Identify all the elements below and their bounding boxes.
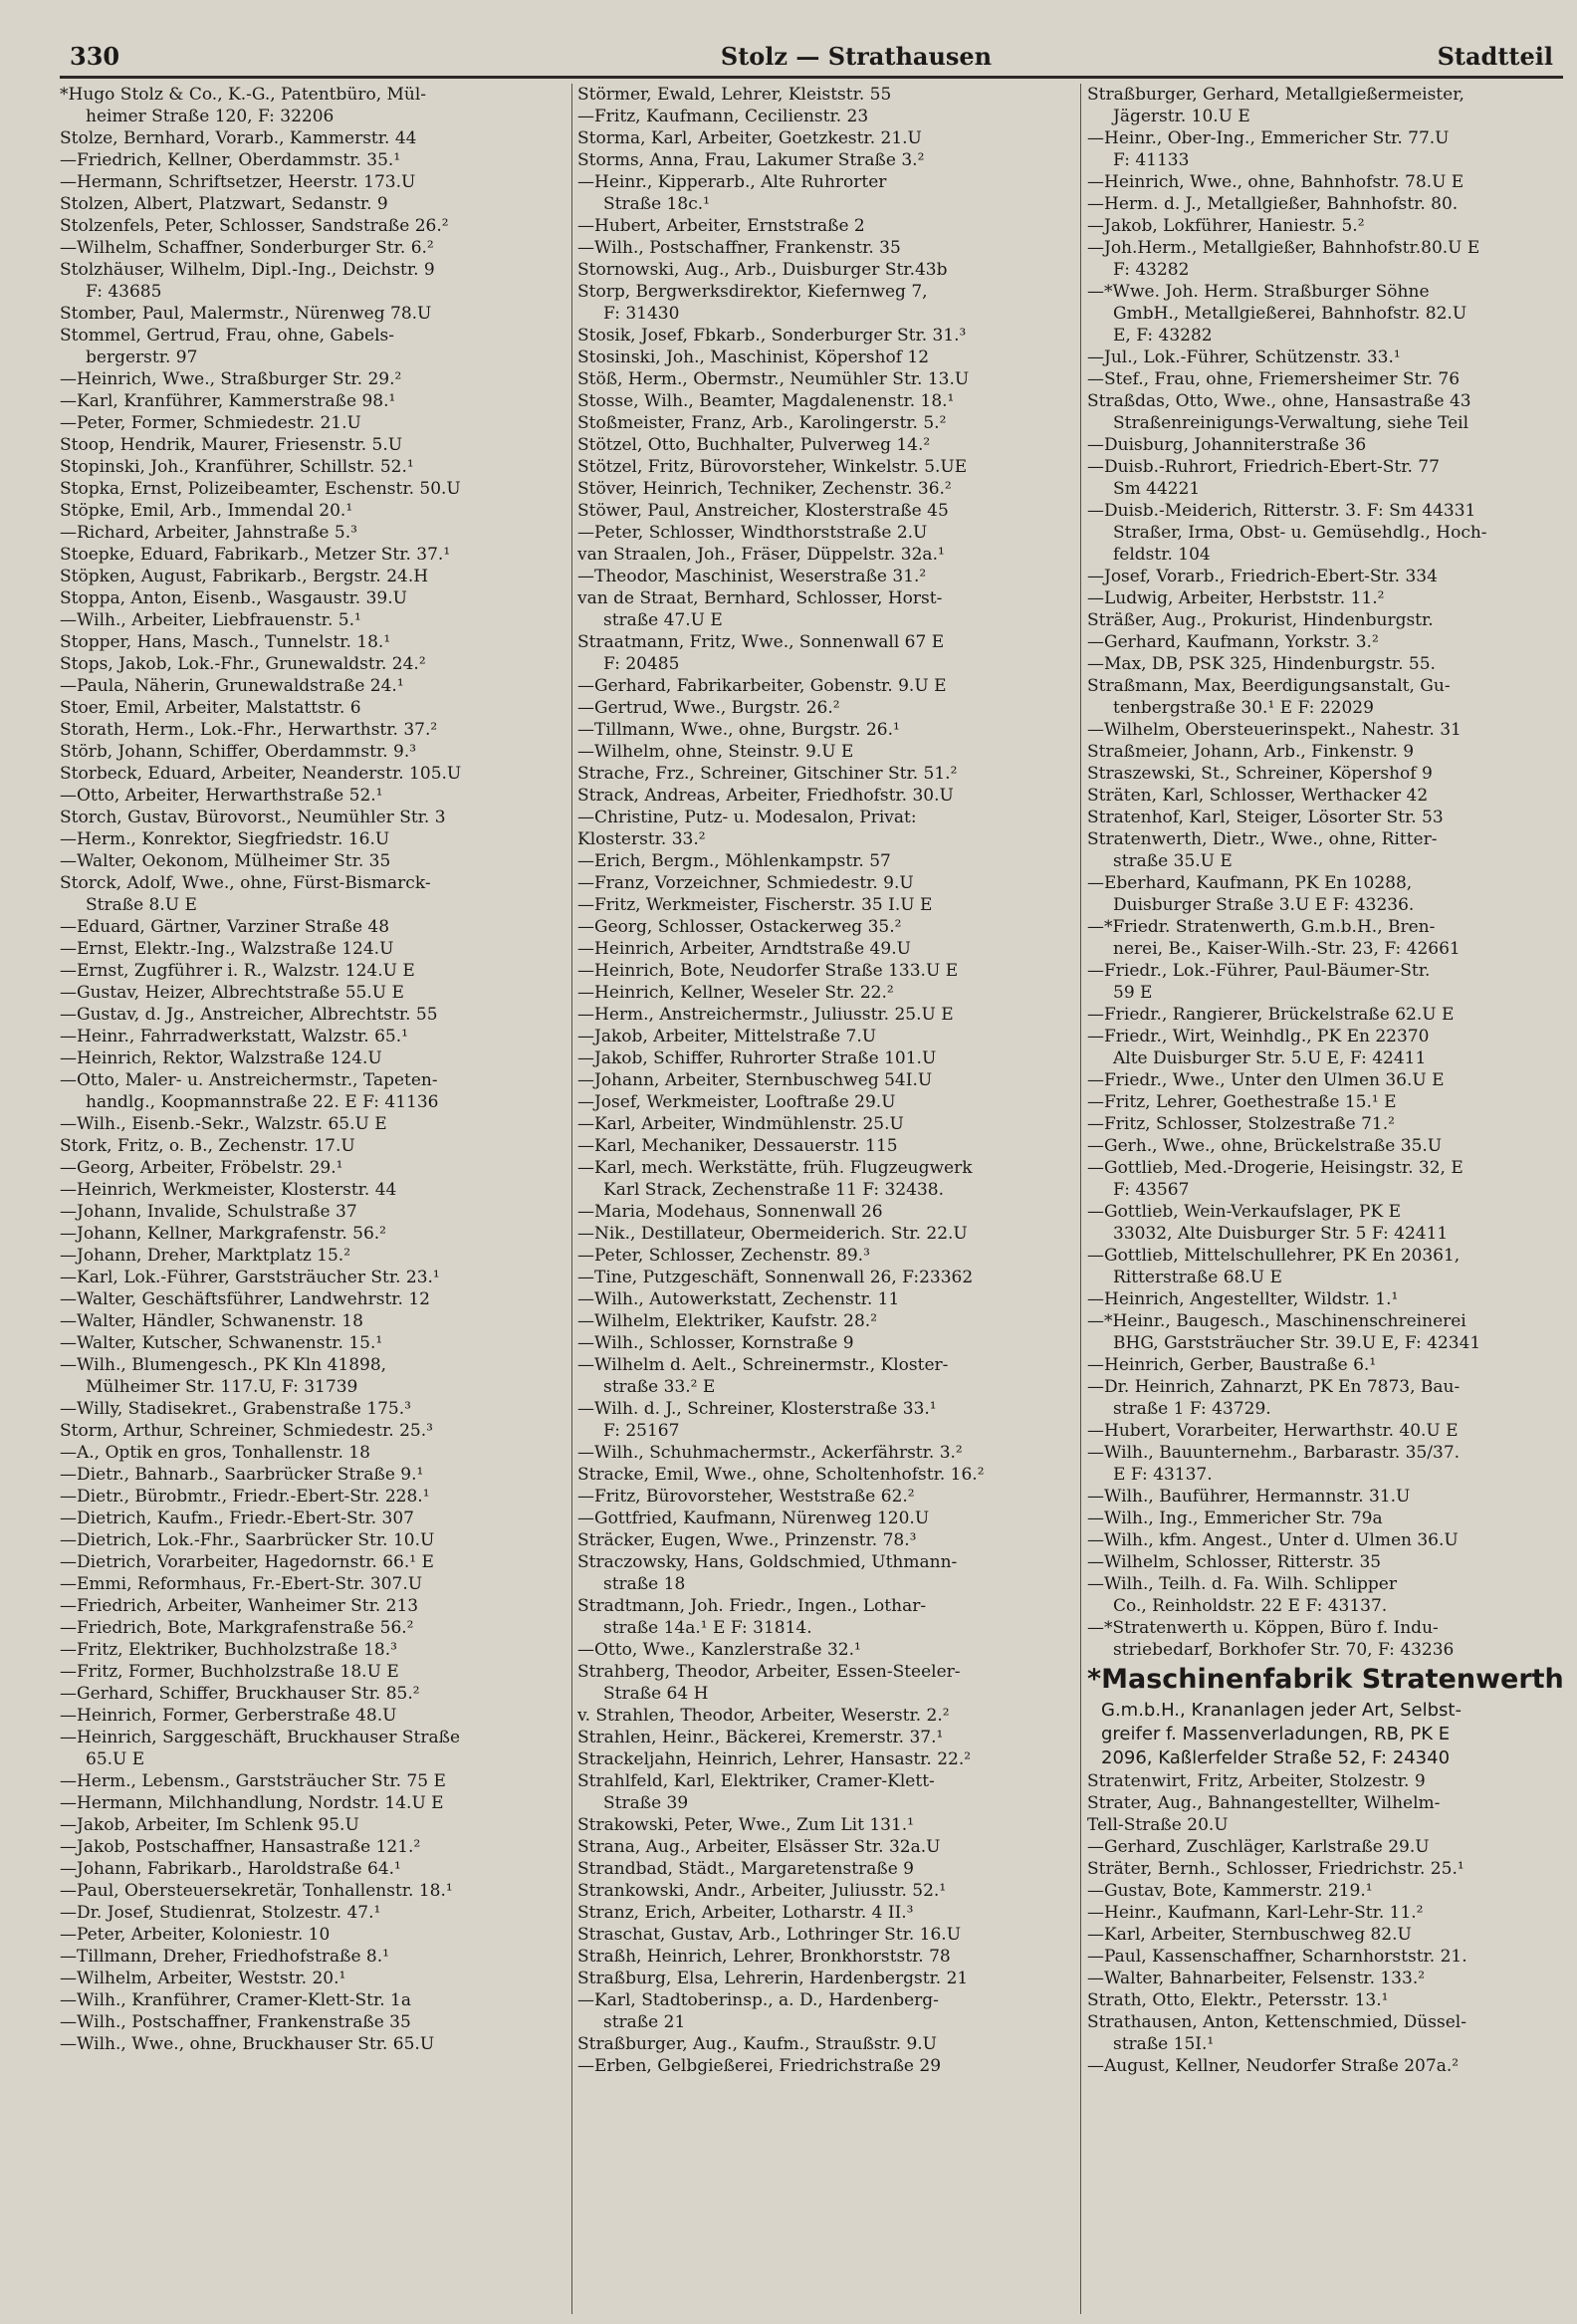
directory-entry: straße 1 F: 43729. bbox=[1113, 1399, 1271, 1419]
directory-entry: —Ludwig, Arbeiter, Herbststr. 11.² bbox=[1087, 588, 1385, 608]
directory-entry: Sträter, Bernh., Schlosser, Friedrichstr. 25.¹ bbox=[1087, 1859, 1464, 1879]
directory-entry: Stoepke, Eduard, Fabrikarb., Metzer Str. 37.¹ bbox=[60, 545, 451, 565]
directory-entry: —Wilh., Schuhmachermstr., Ackerfährstr. 3.² bbox=[577, 1443, 963, 1463]
directory-entry: Stöpke, Emil, Arb., Immendal 20.¹ bbox=[60, 501, 353, 521]
directory-entry: —August, Kellner, Neudorfer Straße 207a.² bbox=[1087, 2056, 1460, 2076]
directory-entry: —Wilh., Bauunternehm., Barbarastr. 35/37. bbox=[1087, 1443, 1461, 1463]
directory-entry: —Nik., Destillateur, Obermeiderich. Str. 22.U bbox=[577, 1224, 968, 1244]
directory-entry: GmbH., Metallgießerei, Bahnhofstr. 82.U bbox=[1113, 304, 1467, 324]
directory-entry: —Josef, Vorarb., Friedrich-Ebert-Str. 334 bbox=[1087, 567, 1438, 586]
directory-entry: —Heinrich, Wwe., ohne, Bahnhofstr. 78.U E bbox=[1087, 172, 1464, 192]
directory-entry: Stradtmann, Joh. Friedr., Ingen., Lothar- bbox=[577, 1596, 927, 1616]
directory-entry: —Gottlieb, Med.-Drogerie, Heisingstr. 32, E bbox=[1087, 1158, 1464, 1178]
directory-entry: —Christine, Putz- u. Modesalon, Privat: bbox=[577, 808, 917, 827]
directory-entry: Strandbad, Städt., Margaretenstraße 9 bbox=[577, 1859, 914, 1879]
directory-entry: —Otto, Arbeiter, Herwarthstraße 52.¹ bbox=[60, 786, 383, 806]
directory-entry: 65.U E bbox=[86, 1749, 145, 1769]
directory-entry: —Wilh., Autowerkstatt, Zechenstr. 11 bbox=[577, 1289, 900, 1309]
directory-entry: Stracke, Emil, Wwe., ohne, Scholtenhofstr. 16.² bbox=[577, 1465, 985, 1485]
directory-entry: —Wilh., Blumengesch., PK Kln 41898, bbox=[60, 1355, 387, 1375]
directory-entry: heimer Straße 120, F: 32206 bbox=[86, 107, 335, 126]
directory-entry: Straszewski, St., Schreiner, Köpershof 9 bbox=[1087, 764, 1433, 784]
directory-entry: Straße 8.U E bbox=[86, 895, 197, 915]
directory-entry: —Jakob, Arbeiter, Mittelstraße 7.U bbox=[577, 1027, 877, 1046]
directory-entry: Stöß, Herm., Obermstr., Neumühler Str. 13.U bbox=[577, 369, 970, 389]
directory-entry: Stöwer, Paul, Anstreicher, Klosterstraße 45 bbox=[577, 501, 949, 521]
directory-entry: —Friedr., Rangierer, Brückelstraße 62.U E bbox=[1087, 1005, 1455, 1025]
directory-entry: —Karl, Lok.-Führer, Garststräucher Str. 23.¹ bbox=[60, 1268, 440, 1287]
directory-entry: —*Wwe. Joh. Herm. Straßburger Söhne bbox=[1087, 282, 1430, 302]
directory-entry: straße 33.² E bbox=[603, 1377, 716, 1397]
directory-entry: —Dietr., Bahnarb., Saarbrücker Straße 9.¹ bbox=[60, 1465, 424, 1485]
directory-entry: Stomber, Paul, Malermstr., Nürenweg 78.U bbox=[60, 304, 432, 324]
directory-entry: —Heinr., Kaufmann, Karl-Lehr-Str. 11.² bbox=[1087, 1903, 1424, 1923]
directory-entry: —Maria, Modehaus, Sonnenwall 26 bbox=[577, 1202, 883, 1222]
directory-entry: —Herm., Anstreichermstr., Juliusstr. 25.U E bbox=[577, 1005, 954, 1025]
directory-entry: Straßh, Heinrich, Lehrer, Bronkhorststr. 78 bbox=[577, 1947, 951, 1967]
directory-entry: Straßburger, Aug., Kaufm., Straußstr. 9.U bbox=[577, 2034, 938, 2054]
directory-entry: straße 35.U E bbox=[1113, 851, 1233, 871]
directory-entry: Straßdas, Otto, Wwe., ohne, Hansastraße 43 bbox=[1087, 391, 1471, 411]
directory-entry: —Johann, Kellner, Markgrafenstr. 56.² bbox=[60, 1224, 386, 1244]
directory-entry: —Richard, Arbeiter, Jahnstraße 5.³ bbox=[60, 523, 357, 543]
directory-entry: Stopinski, Joh., Kranführer, Schillstr. 52.¹ bbox=[60, 457, 414, 477]
directory-entry: Stoppa, Anton, Eisenb., Wasgaustr. 39.U bbox=[60, 588, 407, 608]
running-title: Stolz — Strathausen bbox=[720, 42, 993, 71]
directory-entry: Storch, Gustav, Bürovorst., Neumühler Str. 3 bbox=[60, 808, 446, 827]
directory-entry: Stork, Fritz, o. B., Zechenstr. 17.U bbox=[60, 1136, 355, 1156]
directory-entry: Duisburger Straße 3.U E F: 43236. bbox=[1113, 895, 1415, 915]
directory-entry: Storms, Anna, Frau, Lakumer Straße 3.² bbox=[577, 150, 925, 170]
directory-entry: Strahlen, Heinr., Bäckerei, Kremerstr. 37.¹ bbox=[577, 1728, 944, 1747]
directory-entry: —Walter, Geschäftsführer, Landwehrstr. 12 bbox=[60, 1289, 430, 1309]
column-divider bbox=[571, 84, 572, 2314]
directory-entry: —Johann, Invalide, Schulstraße 37 bbox=[60, 1202, 357, 1222]
directory-entry: Strahlfeld, Karl, Elektriker, Cramer-Klett- bbox=[577, 1771, 935, 1791]
directory-entry: —Erben, Gelbgießerei, Friedrichstraße 29 bbox=[577, 2056, 942, 2076]
directory-entry: straße 21 bbox=[603, 2012, 686, 2032]
directory-entry: —Walter, Kutscher, Schwanenstr. 15.¹ bbox=[60, 1333, 383, 1353]
directory-entry: Stopka, Ernst, Polizeibeamter, Eschenstr. 50.U bbox=[60, 479, 461, 499]
directory-entry: Alte Duisburger Str. 5.U E, F: 42411 bbox=[1113, 1048, 1427, 1068]
directory-entry: —Herm., Lebensm., Garststräucher Str. 75 E bbox=[60, 1771, 446, 1791]
directory-entry: —Fritz, Schlosser, Stolzestraße 71.² bbox=[1087, 1114, 1395, 1134]
directory-entry: Strath, Otto, Elektr., Petersstr. 13.¹ bbox=[1087, 1990, 1389, 2010]
directory-column-2 bbox=[577, 84, 1073, 2314]
directory-entry: —Karl, mech. Werkstätte, früh. Flugzeugwerk bbox=[577, 1158, 973, 1178]
directory-entry: —Heinrich, Wwe., Straßburger Str. 29.² bbox=[60, 369, 402, 389]
directory-entry: —Emmi, Reformhaus, Fr.-Ebert-Str. 307.U bbox=[60, 1574, 423, 1594]
directory-entry: Storm, Arthur, Schreiner, Schmiedestr. 25.³ bbox=[60, 1421, 433, 1441]
directory-entry: —Wilhelm d. Aelt., Schreinermstr., Kloster- bbox=[577, 1355, 949, 1375]
directory-entry: —Jakob, Lokführer, Haniestr. 5.² bbox=[1087, 216, 1365, 236]
section-label: Stadtteil bbox=[1437, 42, 1553, 71]
directory-entry: Stratenhof, Karl, Steiger, Lösorter Str. 53 bbox=[1087, 808, 1444, 827]
directory-entry: —Heinrich, Bote, Neudorfer Straße 133.U E bbox=[577, 961, 959, 981]
directory-entry: Straßer, Irma, Obst- u. Gemüsehdlg., Hoch- bbox=[1113, 523, 1487, 543]
directory-entry: —Gustav, d. Jg., Anstreicher, Albrechtstr. 55 bbox=[60, 1005, 438, 1025]
directory-entry: —Walter, Bahnarbeiter, Felsenstr. 133.² bbox=[1087, 1969, 1426, 1988]
directory-entry: Ritterstraße 68.U E bbox=[1113, 1268, 1282, 1287]
directory-entry: —Stef., Frau, ohne, Friemersheimer Str. 76 bbox=[1087, 369, 1461, 389]
directory-entry: —Karl, Kranführer, Kammerstraße 98.¹ bbox=[60, 391, 396, 411]
directory-entry: —Wilh., Postschaffner, Frankenstr. 35 bbox=[577, 238, 901, 258]
directory-entry: greifer f. Massenverladungen, RB, PK E bbox=[1101, 1724, 1451, 1744]
directory-entry: Stötzel, Otto, Buchhalter, Pulverweg 14.² bbox=[577, 435, 931, 455]
directory-entry: Klosterstr. 33.² bbox=[577, 829, 706, 849]
directory-entry: Co., Reinholdstr. 22 E F: 43137. bbox=[1113, 1596, 1388, 1616]
directory-entry: —Tillmann, Wwe., ohne, Burgstr. 26.¹ bbox=[577, 720, 900, 740]
directory-entry: F: 20485 bbox=[603, 654, 680, 674]
directory-entry: F: 43282 bbox=[1113, 260, 1190, 280]
column-divider bbox=[1080, 84, 1081, 2314]
directory-entry: —Dietrich, Vorarbeiter, Hagedornstr. 66.¹ E bbox=[60, 1552, 434, 1572]
directory-entry: —Dr. Josef, Studienrat, Stolzestr. 47.¹ bbox=[60, 1903, 381, 1923]
directory-entry: —Wilh., Ing., Emmericher Str. 79a bbox=[1087, 1509, 1383, 1528]
directory-entry: bergerstr. 97 bbox=[86, 348, 198, 367]
directory-entry: —Wilhelm, Schlosser, Ritterstr. 35 bbox=[1087, 1552, 1382, 1572]
directory-entry: —Duisb.-Meiderich, Ritterstr. 3. F: Sm 44331 bbox=[1087, 501, 1476, 521]
directory-entry: Straßmann, Max, Beerdigungsanstalt, Gu- bbox=[1087, 676, 1451, 696]
directory-entry: Stöver, Heinrich, Techniker, Zechenstr. 36.² bbox=[577, 479, 952, 499]
directory-entry: v. Strahlen, Theodor, Arbeiter, Weserstr. 2.² bbox=[577, 1706, 950, 1726]
directory-entry: —Peter, Schlosser, Windthorststraße 2.U bbox=[577, 523, 928, 543]
directory-entry: Straczowsky, Hans, Goldschmied, Uthmann- bbox=[577, 1552, 958, 1572]
directory-entry: —Walter, Händler, Schwanenstr. 18 bbox=[60, 1311, 363, 1331]
directory-entry: Storma, Karl, Arbeiter, Goetzkestr. 21.U bbox=[577, 128, 922, 148]
directory-column-3 bbox=[1087, 84, 1567, 2314]
directory-entry: handlg., Koopmannstraße 22. E F: 41136 bbox=[86, 1092, 439, 1112]
directory-entry: Strakowski, Peter, Wwe., Zum Lit 131.¹ bbox=[577, 1815, 914, 1835]
directory-entry: Straschat, Gustav, Arb., Lothringer Str. 16.U bbox=[577, 1925, 962, 1945]
directory-entry: —Fritz, Bürovorsteher, Weststraße 62.² bbox=[577, 1487, 915, 1507]
directory-entry: —Heinr., Fahrradwerkstatt, Walzstr. 65.¹ bbox=[60, 1027, 408, 1046]
directory-entry: —Wilh. d. J., Schreiner, Klosterstraße 33.¹ bbox=[577, 1399, 937, 1419]
directory-entry: 59 E bbox=[1113, 983, 1153, 1003]
directory-entry: Storp, Bergwerksdirektor, Kiefernweg 7, bbox=[577, 282, 928, 302]
directory-entry: —Wilhelm, Arbeiter, Weststr. 20.¹ bbox=[60, 1969, 346, 1988]
directory-entry: —Wilh., Teilh. d. Fa. Wilh. Schlipper bbox=[1087, 1574, 1397, 1594]
directory-entry: F: 41133 bbox=[1113, 150, 1190, 170]
directory-entry: —Johann, Dreher, Marktplatz 15.² bbox=[60, 1246, 351, 1266]
directory-entry: —Heinr., Kipperarb., Alte Ruhrorter bbox=[577, 172, 887, 192]
directory-entry: Stops, Jakob, Lok.-Fhr., Grunewaldstr. 24.² bbox=[60, 654, 426, 674]
directory-entry: striebedarf, Borkhofer Str. 70, F: 43236 bbox=[1113, 1640, 1455, 1660]
directory-entry: Stolzenfels, Peter, Schlosser, Sandstraße 26.² bbox=[60, 216, 449, 236]
directory-entry: Stolze, Bernhard, Vorarb., Kammerstr. 44 bbox=[60, 128, 417, 148]
directory-entry: Störmer, Ewald, Lehrer, Kleiststr. 55 bbox=[577, 85, 892, 105]
directory-entry: Stötzel, Fritz, Bürovorsteher, Winkelstr. 5.UE bbox=[577, 457, 968, 477]
directory-entry: —Willy, Stadisekret., Grabenstraße 175.³ bbox=[60, 1399, 411, 1419]
directory-entry: —Eduard, Gärtner, Varziner Straße 48 bbox=[60, 917, 390, 937]
directory-entry: —Karl, Arbeiter, Sternbuschweg 82.U bbox=[1087, 1925, 1412, 1945]
directory-entry: —Fritz, Werkmeister, Fischerstr. 35 I.U E bbox=[577, 895, 933, 915]
directory-entry: Stratenwerth, Dietr., Wwe., ohne, Ritter- bbox=[1087, 829, 1438, 849]
directory-entry: Sträßer, Aug., Prokurist, Hindenburgstr. bbox=[1087, 610, 1434, 630]
directory-entry: —*Friedr. Stratenwerth, G.m.b.H., Bren- bbox=[1087, 917, 1436, 937]
directory-column-1 bbox=[60, 84, 565, 2314]
directory-entry: —Hubert, Vorarbeiter, Herwarthstr. 40.U E bbox=[1087, 1421, 1459, 1441]
directory-entry: 33032, Alte Duisburger Str. 5 F: 42411 bbox=[1113, 1224, 1449, 1244]
directory-entry: —Friedrich, Bote, Markgrafenstraße 56.² bbox=[60, 1618, 414, 1638]
directory-entry: —Wilhelm, Elektriker, Kaufstr. 28.² bbox=[577, 1311, 878, 1331]
directory-entry: Stosinski, Joh., Maschinist, Köpershof 12 bbox=[577, 348, 930, 367]
directory-entry: —Heinrich, Werkmeister, Klosterstr. 44 bbox=[60, 1180, 397, 1200]
directory-entry: Stolzen, Albert, Platzwart, Sedanstr. 9 bbox=[60, 194, 388, 214]
directory-entry: —Friedrich, Arbeiter, Wanheimer Str. 213 bbox=[60, 1596, 419, 1616]
directory-entry: —Heinrich, Former, Gerberstraße 48.U bbox=[60, 1706, 397, 1726]
directory-entry: F: 43567 bbox=[1113, 1180, 1190, 1200]
directory-entry: —Wilhelm, ohne, Steinstr. 9.U E bbox=[577, 742, 854, 762]
directory-entry: E F: 43137. bbox=[1113, 1465, 1213, 1485]
directory-entry: —Paul, Obersteuersekretär, Tonhallenstr. 18.¹ bbox=[60, 1881, 453, 1901]
directory-entry: BHG, Garststräucher Str. 39.U E, F: 42341 bbox=[1113, 1333, 1481, 1353]
directory-entry: Stolzhäuser, Wilhelm, Dipl.-Ing., Deichstr. 9 bbox=[60, 260, 435, 280]
directory-entry: —Otto, Maler- u. Anstreichermstr., Tapeten- bbox=[60, 1070, 438, 1090]
directory-entry: —Gustav, Heizer, Albrechtstraße 55.U E bbox=[60, 983, 404, 1003]
directory-entry: —Georg, Arbeiter, Fröbelstr. 29.¹ bbox=[60, 1158, 343, 1178]
directory-entry: Strater, Aug., Bahnangestellter, Wilhelm- bbox=[1087, 1793, 1441, 1813]
directory-entry: Sträten, Karl, Schlosser, Werthacker 42 bbox=[1087, 786, 1429, 806]
directory-entry: —Gerhard, Schiffer, Bruckhauser Str. 85.² bbox=[60, 1684, 420, 1704]
directory-entry: Straße 39 bbox=[603, 1793, 689, 1813]
directory-entry: —Theodor, Maschinist, Weserstraße 31.² bbox=[577, 567, 927, 586]
directory-entry: Mülheimer Str. 117.U, F: 31739 bbox=[86, 1377, 358, 1397]
directory-entry: nerei, Be., Kaiser-Wilh.-Str. 23, F: 42661 bbox=[1113, 939, 1461, 959]
directory-entry: van Straalen, Joh., Fräser, Düppelstr. 32a.¹ bbox=[577, 545, 945, 565]
directory-entry: —Wilh., kfm. Angest., Unter d. Ulmen 36.U bbox=[1087, 1530, 1459, 1550]
directory-entry: feldstr. 104 bbox=[1113, 545, 1211, 565]
page-number: 330 bbox=[70, 42, 120, 71]
directory-entry: —Heinr., Ober-Ing., Emmericher Str. 77.U bbox=[1087, 128, 1450, 148]
directory-entry: F: 43685 bbox=[86, 282, 162, 302]
directory-entry: —Max, DB, PSK 325, Hindenburgstr. 55. bbox=[1087, 654, 1436, 674]
directory-entry: —Herm., Konrektor, Siegfriedstr. 16.U bbox=[60, 829, 390, 849]
directory-entry: —Peter, Schlosser, Zechenstr. 89.³ bbox=[577, 1246, 870, 1266]
directory-entry: Strackeljahn, Heinrich, Lehrer, Hansastr. 22.² bbox=[577, 1749, 972, 1769]
directory-entry: —Gottfried, Kaufmann, Nürenweg 120.U bbox=[577, 1509, 930, 1528]
directory-entry: —Tine, Putzgeschäft, Sonnenwall 26, F:23362 bbox=[577, 1268, 974, 1287]
directory-entry: —Dietr., Bürobmtr., Friedr.-Ebert-Str. 228.¹ bbox=[60, 1487, 430, 1507]
directory-entry: —Eberhard, Kaufmann, PK En 10288, bbox=[1087, 873, 1413, 893]
directory-entry: —Heinrich, Arbeiter, Arndtstraße 49.U bbox=[577, 939, 911, 959]
directory-entry: —Heinrich, Rektor, Walzstraße 124.U bbox=[60, 1048, 382, 1068]
directory-entry: —Heinrich, Kellner, Weseler Str. 22.² bbox=[577, 983, 894, 1003]
directory-entry: —*Heinr., Baugesch., Maschinenschreinerei bbox=[1087, 1311, 1466, 1331]
directory-entry: Jägerstr. 10.U E bbox=[1113, 107, 1250, 126]
directory-entry: —Tillmann, Dreher, Friedhofstraße 8.¹ bbox=[60, 1947, 389, 1967]
directory-entry: Stöpken, August, Fabrikarb., Bergstr. 24.H bbox=[60, 567, 429, 586]
directory-entry: Stoßmeister, Franz, Arb., Karolingerstr. 5.² bbox=[577, 413, 947, 433]
directory-entry: —Wilh., Schlosser, Kornstraße 9 bbox=[577, 1333, 854, 1353]
directory-entry: van de Straat, Bernhard, Schlosser, Horst- bbox=[577, 588, 943, 608]
directory-entry: —Friedr., Wirt, Weinhdlg., PK En 22370 bbox=[1087, 1027, 1430, 1046]
directory-entry: —Wilh., Eisenb.-Sekr., Walzstr. 65.U E bbox=[60, 1114, 387, 1134]
directory-entry: —Duisburg, Johanniterstraße 36 bbox=[1087, 435, 1367, 455]
directory-entry: —Franz, Vorzeichner, Schmiedestr. 9.U bbox=[577, 873, 914, 893]
directory-entry: Straße 64 H bbox=[603, 1684, 709, 1704]
directory-entry: Storbeck, Eduard, Arbeiter, Neanderstr. 105.U bbox=[60, 764, 462, 784]
directory-entry: Strahberg, Theodor, Arbeiter, Essen-Steeler- bbox=[577, 1662, 961, 1682]
directory-entry: E, F: 43282 bbox=[1113, 326, 1213, 346]
directory-entry: —Ernst, Elektr.-Ing., Walzstraße 124.U bbox=[60, 939, 394, 959]
directory-entry: —Heinrich, Sarggeschäft, Bruckhauser Straße bbox=[60, 1728, 460, 1747]
directory-entry: —Hubert, Arbeiter, Ernststraße 2 bbox=[577, 216, 865, 236]
directory-entry: Störb, Johann, Schiffer, Oberdammstr. 9.³ bbox=[60, 742, 417, 762]
directory-entry: Strack, Andreas, Arbeiter, Friedhofstr. 30.U bbox=[577, 786, 954, 806]
directory-entry: —Wilh., Postschaffner, Frankenstraße 35 bbox=[60, 2012, 411, 2032]
directory-entry: Stosik, Josef, Fbkarb., Sonderburger Str. 31.³ bbox=[577, 326, 967, 346]
directory-entry: Straßburg, Elsa, Lehrerin, Hardenbergstr. 21 bbox=[577, 1969, 969, 1988]
directory-entry: —Wilhelm, Schaffner, Sonderburger Str. 6.² bbox=[60, 238, 434, 258]
directory-entry: —Gottlieb, Mittelschullehrer, PK En 20361, bbox=[1087, 1246, 1461, 1266]
directory-entry: Stopper, Hans, Masch., Tunnelstr. 18.¹ bbox=[60, 632, 391, 652]
directory-entry: *Maschinenfabrik Stratenwerth bbox=[1087, 1664, 1564, 1695]
directory-entry: —Peter, Arbeiter, Koloniestr. 10 bbox=[60, 1925, 331, 1945]
directory-entry: —Fritz, Lehrer, Goethestraße 15.¹ E bbox=[1087, 1092, 1397, 1112]
directory-entry: —Hermann, Milchhandlung, Nordstr. 14.U E bbox=[60, 1793, 444, 1813]
directory-entry: —Jakob, Schiffer, Ruhrorter Straße 101.U bbox=[577, 1048, 937, 1068]
directory-entry: 2096, Kaßlerfelder Straße 52, F: 24340 bbox=[1101, 1747, 1451, 1768]
directory-entry: —Friedr., Wwe., Unter den Ulmen 36.U E bbox=[1087, 1070, 1445, 1090]
directory-entry: —Heinrich, Gerber, Baustraße 6.¹ bbox=[1087, 1355, 1377, 1375]
directory-entry: —Fritz, Elektriker, Buchholzstraße 18.³ bbox=[60, 1640, 397, 1660]
directory-entry: straße 47.U E bbox=[603, 610, 723, 630]
directory-entry: —Paul, Kassenschaffner, Scharnhorststr. 21. bbox=[1087, 1947, 1467, 1967]
directory-entry: —Gustav, Bote, Kammerstr. 219.¹ bbox=[1087, 1881, 1373, 1901]
directory-entry: —Walter, Oekonom, Mülheimer Str. 35 bbox=[60, 851, 391, 871]
directory-entry: —Gerh., Wwe., ohne, Brückelstraße 35.U bbox=[1087, 1136, 1443, 1156]
directory-entry: —Josef, Werkmeister, Looftraße 29.U bbox=[577, 1092, 896, 1112]
directory-entry: —Duisb.-Ruhrort, Friedrich-Ebert-Str. 77 bbox=[1087, 457, 1440, 477]
directory-entry: Sm 44221 bbox=[1113, 479, 1201, 499]
directory-entry: —Wilhelm, Obersteuerinspekt., Nahestr. 31 bbox=[1087, 720, 1462, 740]
directory-entry: —Gerhard, Zuschläger, Karlstraße 29.U bbox=[1087, 1837, 1430, 1857]
directory-entry: Karl Strack, Zechenstraße 11 F: 32438. bbox=[603, 1180, 945, 1200]
directory-entry: —Gottlieb, Wein-Verkaufslager, PK E bbox=[1087, 1202, 1401, 1222]
directory-entry: Strache, Frz., Schreiner, Gitschiner Str. 51.² bbox=[577, 764, 958, 784]
page-header bbox=[60, 40, 1563, 79]
directory-entry: —Wilh., Kranführer, Cramer-Klett-Str. 1a bbox=[60, 1990, 411, 2010]
directory-entry: Strana, Aug., Arbeiter, Elsässer Str. 32a.U bbox=[577, 1837, 941, 1857]
directory-entry: straße 14a.¹ E F: 31814. bbox=[603, 1618, 812, 1638]
directory-entry: —Gerhard, Kaufmann, Yorkstr. 3.² bbox=[1087, 632, 1379, 652]
directory-entry: —Jakob, Postschaffner, Hansastraße 121.² bbox=[60, 1837, 421, 1857]
directory-entry: Stornowski, Aug., Arb., Duisburger Str.43b bbox=[577, 260, 948, 280]
directory-entry: Straße 18c.¹ bbox=[603, 194, 710, 214]
directory-entry: —Johann, Fabrikarb., Haroldstraße 64.¹ bbox=[60, 1859, 401, 1879]
directory-entry: Sträcker, Eugen, Wwe., Prinzenstr. 78.³ bbox=[577, 1530, 917, 1550]
directory-entry: —Heinrich, Angestellter, Wildstr. 1.¹ bbox=[1087, 1289, 1399, 1309]
directory-entry: —Otto, Wwe., Kanzlerstraße 32.¹ bbox=[577, 1640, 861, 1660]
directory-entry: Strathausen, Anton, Kettenschmied, Düssel- bbox=[1087, 2012, 1466, 2032]
directory-entry: —A., Optik en gros, Tonhallenstr. 18 bbox=[60, 1443, 370, 1463]
directory-entry: Stoop, Hendrik, Maurer, Friesenstr. 5.U bbox=[60, 435, 403, 455]
directory-entry: —Jakob, Arbeiter, Im Schlenk 95.U bbox=[60, 1815, 359, 1835]
directory-entry: Stratenwirt, Fritz, Arbeiter, Stolzestr. 9 bbox=[1087, 1771, 1426, 1791]
directory-entry: —Paula, Näherin, Grunewaldstraße 24.¹ bbox=[60, 676, 404, 696]
directory-entry: Tell-Straße 20.U bbox=[1087, 1815, 1229, 1835]
directory-entry: —Jul., Lok.-Führer, Schützenstr. 33.¹ bbox=[1087, 348, 1401, 367]
directory-entry: —Dietrich, Kaufm., Friedr.-Ebert-Str. 307 bbox=[60, 1509, 414, 1528]
directory-entry: —Wilh., Bauführer, Hermannstr. 31.U bbox=[1087, 1487, 1411, 1507]
directory-entry: —Hermann, Schriftsetzer, Heerstr. 173.U bbox=[60, 172, 416, 192]
directory-entry: Storck, Adolf, Wwe., ohne, Fürst-Bismarck- bbox=[60, 873, 431, 893]
directory-entry: —Peter, Former, Schmiedestr. 21.U bbox=[60, 413, 361, 433]
directory-entry: —*Stratenwerth u. Köppen, Büro f. Indu- bbox=[1087, 1618, 1439, 1638]
directory-entry: Stosse, Wilh., Beamter, Magdalenenstr. 18.¹ bbox=[577, 391, 955, 411]
directory-entry: straße 15I.¹ bbox=[1113, 2034, 1215, 2054]
directory-entry: —Georg, Schlosser, Ostackerweg 35.² bbox=[577, 917, 902, 937]
directory-entry: —Karl, Stadtoberinsp., a. D., Hardenberg- bbox=[577, 1990, 939, 2010]
directory-entry: —Dietrich, Lok.-Fhr., Saarbrücker Str. 10.U bbox=[60, 1530, 435, 1550]
directory-entry: *Hugo Stolz & Co., K.-G., Patentbüro, Mül- bbox=[60, 85, 427, 105]
directory-entry: Straßenreinigungs-Verwaltung, siehe Teil bbox=[1113, 413, 1469, 433]
directory-entry: —Karl, Mechaniker, Dessauerstr. 115 bbox=[577, 1136, 898, 1156]
directory-entry: —Fritz, Former, Buchholzstraße 18.U E bbox=[60, 1662, 399, 1682]
directory-entry: F: 31430 bbox=[603, 304, 680, 324]
directory-entry: —Wilh., Wwe., ohne, Bruckhauser Str. 65.U bbox=[60, 2034, 435, 2054]
directory-entry: Straßmeier, Johann, Arb., Finkenstr. 9 bbox=[1087, 742, 1415, 762]
directory-entry: Storath, Herm., Lok.-Fhr., Herwarthstr. 37.² bbox=[60, 720, 438, 740]
directory-entry: Stommel, Gertrud, Frau, ohne, Gabels- bbox=[60, 326, 394, 346]
directory-entry: —Ernst, Zugführer i. R., Walzstr. 124.U E bbox=[60, 961, 415, 981]
directory-entry: straße 18 bbox=[603, 1574, 686, 1594]
directory-entry: —Karl, Arbeiter, Windmühlenstr. 25.U bbox=[577, 1114, 904, 1134]
directory-entry: Straßburger, Gerhard, Metallgießermeister, bbox=[1087, 85, 1464, 105]
directory-entry: F: 25167 bbox=[603, 1421, 680, 1441]
directory-entry: —Johann, Arbeiter, Sternbuschweg 54I.U bbox=[577, 1070, 933, 1090]
directory-entry: —Dr. Heinrich, Zahnarzt, PK En 7873, Bau- bbox=[1087, 1377, 1461, 1397]
directory-entry: —Gerhard, Fabrikarbeiter, Gobenstr. 9.U E bbox=[577, 676, 947, 696]
directory-entry: —Fritz, Kaufmann, Cecilienstr. 23 bbox=[577, 107, 869, 126]
directory-entry: —Erich, Bergm., Möhlenkampstr. 57 bbox=[577, 851, 891, 871]
directory-entry: —Friedr., Lok.-Führer, Paul-Bäumer-Str. bbox=[1087, 961, 1431, 981]
directory-entry: —Friedrich, Kellner, Oberdammstr. 35.¹ bbox=[60, 150, 401, 170]
directory-entry: —Wilh., Arbeiter, Liebfrauenstr. 5.¹ bbox=[60, 610, 361, 630]
directory-entry: —Joh.Herm., Metallgießer, Bahnhofstr.80.U E bbox=[1087, 238, 1480, 258]
directory-entry: Straatmann, Fritz, Wwe., Sonnenwall 67 E bbox=[577, 632, 945, 652]
directory-entry: G.m.b.H., Krananlagen jeder Art, Selbst- bbox=[1101, 1700, 1462, 1721]
directory-entry: —Gertrud, Wwe., Burgstr. 26.² bbox=[577, 698, 840, 718]
directory-entry: —Herm. d. J., Metallgießer, Bahnhofstr. 80. bbox=[1087, 194, 1459, 214]
directory-entry: Stoer, Emil, Arbeiter, Malstattstr. 6 bbox=[60, 698, 361, 718]
directory-entry: tenbergstraße 30.¹ E F: 22029 bbox=[1113, 698, 1374, 718]
directory-entry: Strankowski, Andr., Arbeiter, Juliusstr. 52.¹ bbox=[577, 1881, 947, 1901]
directory-entry: Stranz, Erich, Arbeiter, Lotharstr. 4 II.³ bbox=[577, 1903, 914, 1923]
